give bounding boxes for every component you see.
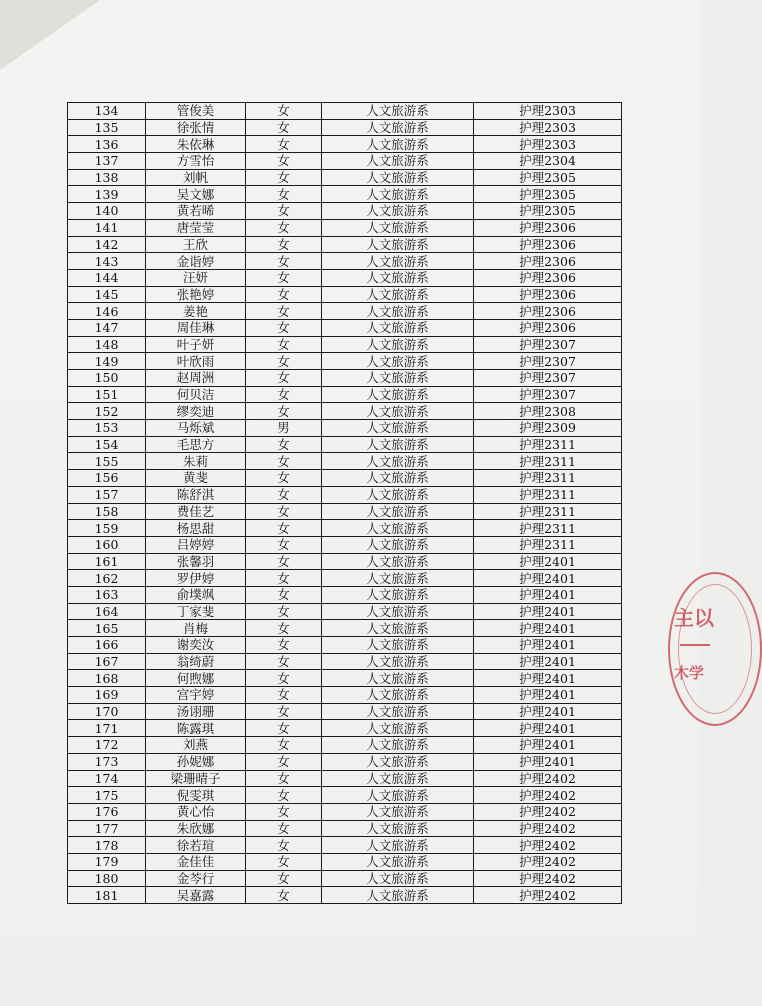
cell-name: 倪雯琪	[146, 787, 246, 804]
table-row	[68, 286, 622, 303]
cell-number: 151	[68, 386, 146, 403]
cell-number: 175	[68, 787, 146, 804]
cell-department: 人文旅游系	[322, 653, 474, 670]
cell-gender: 女	[246, 620, 322, 637]
student-roster-table	[67, 102, 622, 904]
cell-number: 166	[68, 637, 146, 654]
cell-name: 丁家斐	[146, 603, 246, 620]
cell-department: 人文旅游系	[322, 853, 474, 870]
cell-gender: 女	[246, 737, 322, 754]
cell-department: 人文旅游系	[322, 720, 474, 737]
cell-department: 人文旅游系	[322, 703, 474, 720]
cell-number: 159	[68, 520, 146, 537]
cell-name: 孙妮娜	[146, 753, 246, 770]
cell-class: 护理2305	[474, 203, 622, 220]
cell-class: 护理2402	[474, 887, 622, 904]
cell-class: 护理2306	[474, 269, 622, 286]
cell-number: 138	[68, 169, 146, 186]
table-row	[68, 570, 622, 587]
cell-department: 人文旅游系	[322, 753, 474, 770]
table-row	[68, 703, 622, 720]
cell-name: 金佳佳	[146, 853, 246, 870]
cell-department: 人文旅游系	[322, 687, 474, 704]
cell-gender: 女	[246, 753, 322, 770]
cell-class: 护理2311	[474, 470, 622, 487]
cell-name: 方雪怡	[146, 153, 246, 170]
cell-class: 护理2402	[474, 853, 622, 870]
table-row	[68, 687, 622, 704]
cell-number: 180	[68, 870, 146, 887]
cell-gender: 女	[246, 637, 322, 654]
cell-number: 161	[68, 553, 146, 570]
table-row	[68, 803, 622, 820]
cell-number: 164	[68, 603, 146, 620]
cell-number: 145	[68, 286, 146, 303]
cell-class: 护理2304	[474, 153, 622, 170]
table-row	[68, 887, 622, 904]
cell-department: 人文旅游系	[322, 536, 474, 553]
cell-number: 147	[68, 319, 146, 336]
cell-number: 134	[68, 103, 146, 120]
cell-number: 141	[68, 219, 146, 236]
folded-corner	[0, 0, 100, 70]
cell-department: 人文旅游系	[322, 103, 474, 120]
cell-department: 人文旅游系	[322, 370, 474, 387]
cell-gender: 女	[246, 703, 322, 720]
cell-class: 护理2307	[474, 370, 622, 387]
table-row	[68, 186, 622, 203]
cell-number: 148	[68, 336, 146, 353]
cell-department: 人文旅游系	[322, 503, 474, 520]
cell-gender: 女	[246, 486, 322, 503]
cell-gender: 女	[246, 687, 322, 704]
cell-department: 人文旅游系	[322, 420, 474, 437]
table-row	[68, 720, 622, 737]
cell-department: 人文旅游系	[322, 186, 474, 203]
cell-class: 护理2306	[474, 303, 622, 320]
table-row	[68, 119, 622, 136]
cell-department: 人文旅游系	[322, 203, 474, 220]
cell-department: 人文旅游系	[322, 570, 474, 587]
cell-class: 护理2309	[474, 420, 622, 437]
cell-class: 护理2306	[474, 253, 622, 270]
cell-department: 人文旅游系	[322, 603, 474, 620]
table-row	[68, 503, 622, 520]
cell-number: 171	[68, 720, 146, 737]
cell-number: 162	[68, 570, 146, 587]
cell-number: 146	[68, 303, 146, 320]
cell-number: 139	[68, 186, 146, 203]
cell-gender: 女	[246, 503, 322, 520]
cell-department: 人文旅游系	[322, 803, 474, 820]
cell-department: 人文旅游系	[322, 269, 474, 286]
cell-department: 人文旅游系	[322, 303, 474, 320]
cell-number: 150	[68, 370, 146, 387]
cell-gender: 女	[246, 837, 322, 854]
cell-class: 护理2401	[474, 586, 622, 603]
table-row	[68, 103, 622, 120]
seal-text-bottom: 木学	[674, 664, 705, 682]
cell-name: 吴嘉露	[146, 887, 246, 904]
cell-gender: 女	[246, 870, 322, 887]
cell-class: 护理2402	[474, 837, 622, 854]
cell-department: 人文旅游系	[322, 870, 474, 887]
cell-name: 徐若瑄	[146, 837, 246, 854]
cell-department: 人文旅游系	[322, 286, 474, 303]
table-row	[68, 553, 622, 570]
seal-bar	[680, 644, 710, 646]
cell-class: 护理2401	[474, 753, 622, 770]
cell-gender: 女	[246, 203, 322, 220]
table-row	[68, 169, 622, 186]
table-row	[68, 787, 622, 804]
cell-department: 人文旅游系	[322, 153, 474, 170]
cell-department: 人文旅游系	[322, 670, 474, 687]
cell-gender: 女	[246, 319, 322, 336]
table-row	[68, 370, 622, 387]
table-row	[68, 153, 622, 170]
cell-gender: 女	[246, 336, 322, 353]
cell-gender: 女	[246, 770, 322, 787]
cell-name: 何煦娜	[146, 670, 246, 687]
cell-gender: 女	[246, 119, 322, 136]
cell-number: 176	[68, 803, 146, 820]
cell-number: 179	[68, 853, 146, 870]
cell-class: 护理2311	[474, 453, 622, 470]
cell-name: 黄斐	[146, 470, 246, 487]
cell-class: 护理2401	[474, 620, 622, 637]
cell-class: 护理2303	[474, 119, 622, 136]
cell-number: 177	[68, 820, 146, 837]
cell-name: 费佳艺	[146, 503, 246, 520]
cell-class: 护理2401	[474, 553, 622, 570]
cell-class: 护理2401	[474, 570, 622, 587]
table-row	[68, 420, 622, 437]
cell-number: 181	[68, 887, 146, 904]
cell-name: 叶子妍	[146, 336, 246, 353]
table-row	[68, 269, 622, 286]
cell-number: 165	[68, 620, 146, 637]
cell-department: 人文旅游系	[322, 787, 474, 804]
table-row	[68, 303, 622, 320]
cell-number: 143	[68, 253, 146, 270]
table-row	[68, 637, 622, 654]
cell-name: 唐莹莹	[146, 219, 246, 236]
cell-name: 黄若晞	[146, 203, 246, 220]
roster-body	[68, 103, 622, 904]
cell-name: 汪妍	[146, 269, 246, 286]
cell-department: 人文旅游系	[322, 737, 474, 754]
cell-name: 陈露琪	[146, 720, 246, 737]
cell-name: 毛思方	[146, 436, 246, 453]
table-row	[68, 737, 622, 754]
cell-department: 人文旅游系	[322, 119, 474, 136]
cell-number: 158	[68, 503, 146, 520]
cell-gender: 女	[246, 219, 322, 236]
cell-number: 149	[68, 353, 146, 370]
cell-number: 156	[68, 470, 146, 487]
cell-gender: 女	[246, 386, 322, 403]
cell-class: 护理2401	[474, 603, 622, 620]
cell-name: 俞墣飒	[146, 586, 246, 603]
table-row	[68, 253, 622, 270]
table-row	[68, 820, 622, 837]
table-row	[68, 837, 622, 854]
cell-name: 肖梅	[146, 620, 246, 637]
cell-gender: 女	[246, 520, 322, 537]
cell-class: 护理2402	[474, 770, 622, 787]
cell-department: 人文旅游系	[322, 453, 474, 470]
cell-name: 朱莉	[146, 453, 246, 470]
cell-gender: 女	[246, 236, 322, 253]
cell-class: 护理2307	[474, 336, 622, 353]
cell-gender: 女	[246, 853, 322, 870]
cell-name: 姜艳	[146, 303, 246, 320]
table-row	[68, 536, 622, 553]
cell-name: 张艳婷	[146, 286, 246, 303]
cell-class: 护理2401	[474, 637, 622, 654]
cell-name: 汤诩珊	[146, 703, 246, 720]
cell-department: 人文旅游系	[322, 136, 474, 153]
cell-department: 人文旅游系	[322, 620, 474, 637]
cell-number: 157	[68, 486, 146, 503]
cell-number: 172	[68, 737, 146, 754]
cell-class: 护理2401	[474, 720, 622, 737]
cell-gender: 女	[246, 453, 322, 470]
cell-class: 护理2306	[474, 236, 622, 253]
cell-gender: 女	[246, 253, 322, 270]
cell-gender: 女	[246, 153, 322, 170]
cell-number: 167	[68, 653, 146, 670]
cell-class: 护理2311	[474, 520, 622, 537]
cell-name: 梁珊晴子	[146, 770, 246, 787]
cell-department: 人文旅游系	[322, 353, 474, 370]
cell-class: 护理2402	[474, 820, 622, 837]
cell-class: 护理2402	[474, 803, 622, 820]
cell-gender: 女	[246, 887, 322, 904]
cell-gender: 女	[246, 670, 322, 687]
cell-name: 徐张情	[146, 119, 246, 136]
cell-name: 王欣	[146, 236, 246, 253]
cell-department: 人文旅游系	[322, 403, 474, 420]
cell-name: 马烁斌	[146, 420, 246, 437]
cell-number: 155	[68, 453, 146, 470]
table-row	[68, 586, 622, 603]
cell-gender: 女	[246, 536, 322, 553]
cell-department: 人文旅游系	[322, 586, 474, 603]
cell-gender: 女	[246, 186, 322, 203]
cell-name: 杨思甜	[146, 520, 246, 537]
table-row	[68, 136, 622, 153]
cell-class: 护理2401	[474, 687, 622, 704]
cell-name: 谢奕汝	[146, 637, 246, 654]
cell-department: 人文旅游系	[322, 887, 474, 904]
table-row	[68, 670, 622, 687]
cell-name: 叶欣雨	[146, 353, 246, 370]
cell-number: 173	[68, 753, 146, 770]
cell-name: 管俊美	[146, 103, 246, 120]
table-row	[68, 436, 622, 453]
cell-department: 人文旅游系	[322, 486, 474, 503]
cell-department: 人文旅游系	[322, 637, 474, 654]
cell-department: 人文旅游系	[322, 820, 474, 837]
table-row	[68, 653, 622, 670]
cell-class: 护理2307	[474, 386, 622, 403]
cell-class: 护理2402	[474, 787, 622, 804]
cell-gender: 女	[246, 286, 322, 303]
table-row	[68, 620, 622, 637]
table-row	[68, 870, 622, 887]
table-row	[68, 453, 622, 470]
cell-number: 169	[68, 687, 146, 704]
cell-class: 护理2311	[474, 536, 622, 553]
cell-number: 152	[68, 403, 146, 420]
cell-gender: 女	[246, 169, 322, 186]
cell-gender: 女	[246, 370, 322, 387]
cell-number: 140	[68, 203, 146, 220]
cell-gender: 女	[246, 653, 322, 670]
table-row	[68, 336, 622, 353]
cell-gender: 女	[246, 570, 322, 587]
cell-class: 护理2401	[474, 670, 622, 687]
cell-class: 护理2306	[474, 319, 622, 336]
cell-department: 人文旅游系	[322, 837, 474, 854]
cell-number: 142	[68, 236, 146, 253]
cell-gender: 女	[246, 553, 322, 570]
cell-name: 黄心怡	[146, 803, 246, 820]
cell-name: 吕婷婷	[146, 536, 246, 553]
cell-department: 人文旅游系	[322, 520, 474, 537]
table-row	[68, 403, 622, 420]
cell-class: 护理2306	[474, 219, 622, 236]
cell-number: 170	[68, 703, 146, 720]
cell-number: 160	[68, 536, 146, 553]
table-row	[68, 319, 622, 336]
cell-gender: 女	[246, 436, 322, 453]
table-row	[68, 470, 622, 487]
table-row	[68, 386, 622, 403]
cell-class: 护理2303	[474, 103, 622, 120]
cell-number: 135	[68, 119, 146, 136]
cell-department: 人文旅游系	[322, 236, 474, 253]
cell-number: 168	[68, 670, 146, 687]
cell-number: 136	[68, 136, 146, 153]
table-row	[68, 520, 622, 537]
cell-gender: 女	[246, 403, 322, 420]
cell-class: 护理2401	[474, 737, 622, 754]
cell-number: 154	[68, 436, 146, 453]
cell-department: 人文旅游系	[322, 436, 474, 453]
cell-gender: 女	[246, 603, 322, 620]
cell-gender: 女	[246, 353, 322, 370]
cell-class: 护理2305	[474, 186, 622, 203]
cell-name: 翁绮蔚	[146, 653, 246, 670]
table-row	[68, 486, 622, 503]
cell-name: 周佳琳	[146, 319, 246, 336]
cell-name: 陈舒淇	[146, 486, 246, 503]
official-seal-stamp	[668, 572, 762, 726]
cell-gender: 女	[246, 269, 322, 286]
cell-number: 144	[68, 269, 146, 286]
cell-class: 护理2311	[474, 486, 622, 503]
cell-name: 金诣婷	[146, 253, 246, 270]
cell-name: 何贝洁	[146, 386, 246, 403]
cell-name: 罗伊婷	[146, 570, 246, 587]
cell-name: 刘帆	[146, 169, 246, 186]
cell-gender: 女	[246, 820, 322, 837]
cell-gender: 女	[246, 103, 322, 120]
cell-class: 护理2401	[474, 653, 622, 670]
cell-class: 护理2311	[474, 503, 622, 520]
cell-gender: 女	[246, 303, 322, 320]
cell-number: 174	[68, 770, 146, 787]
cell-name: 吴文娜	[146, 186, 246, 203]
cell-name: 宫宇婷	[146, 687, 246, 704]
table-row	[68, 770, 622, 787]
cell-department: 人文旅游系	[322, 770, 474, 787]
cell-name: 缪奕迪	[146, 403, 246, 420]
cell-gender: 女	[246, 787, 322, 804]
cell-class: 护理2303	[474, 136, 622, 153]
cell-class: 护理2402	[474, 870, 622, 887]
cell-name: 朱依琳	[146, 136, 246, 153]
cell-gender: 男	[246, 420, 322, 437]
cell-name: 赵周洲	[146, 370, 246, 387]
cell-gender: 女	[246, 470, 322, 487]
table-row	[68, 753, 622, 770]
cell-name: 朱欣娜	[146, 820, 246, 837]
cell-number: 163	[68, 586, 146, 603]
cell-department: 人文旅游系	[322, 470, 474, 487]
table-row	[68, 219, 622, 236]
cell-class: 护理2307	[474, 353, 622, 370]
cell-number: 153	[68, 420, 146, 437]
seal-text-top: 主以	[674, 606, 714, 630]
cell-department: 人文旅游系	[322, 336, 474, 353]
cell-gender: 女	[246, 136, 322, 153]
cell-gender: 女	[246, 720, 322, 737]
cell-number: 178	[68, 837, 146, 854]
cell-department: 人文旅游系	[322, 253, 474, 270]
table-row	[68, 853, 622, 870]
cell-class: 护理2311	[474, 436, 622, 453]
table-row	[68, 236, 622, 253]
cell-department: 人文旅游系	[322, 553, 474, 570]
cell-department: 人文旅游系	[322, 386, 474, 403]
cell-department: 人文旅游系	[322, 169, 474, 186]
cell-name: 张馨羽	[146, 553, 246, 570]
table-row	[68, 353, 622, 370]
table-row	[68, 603, 622, 620]
cell-department: 人文旅游系	[322, 319, 474, 336]
cell-class: 护理2305	[474, 169, 622, 186]
cell-gender: 女	[246, 586, 322, 603]
cell-name: 金芩行	[146, 870, 246, 887]
cell-class: 护理2308	[474, 403, 622, 420]
cell-name: 刘燕	[146, 737, 246, 754]
cell-number: 137	[68, 153, 146, 170]
table-row	[68, 203, 622, 220]
cell-class: 护理2306	[474, 286, 622, 303]
cell-gender: 女	[246, 803, 322, 820]
cell-class: 护理2401	[474, 703, 622, 720]
cell-department: 人文旅游系	[322, 219, 474, 236]
